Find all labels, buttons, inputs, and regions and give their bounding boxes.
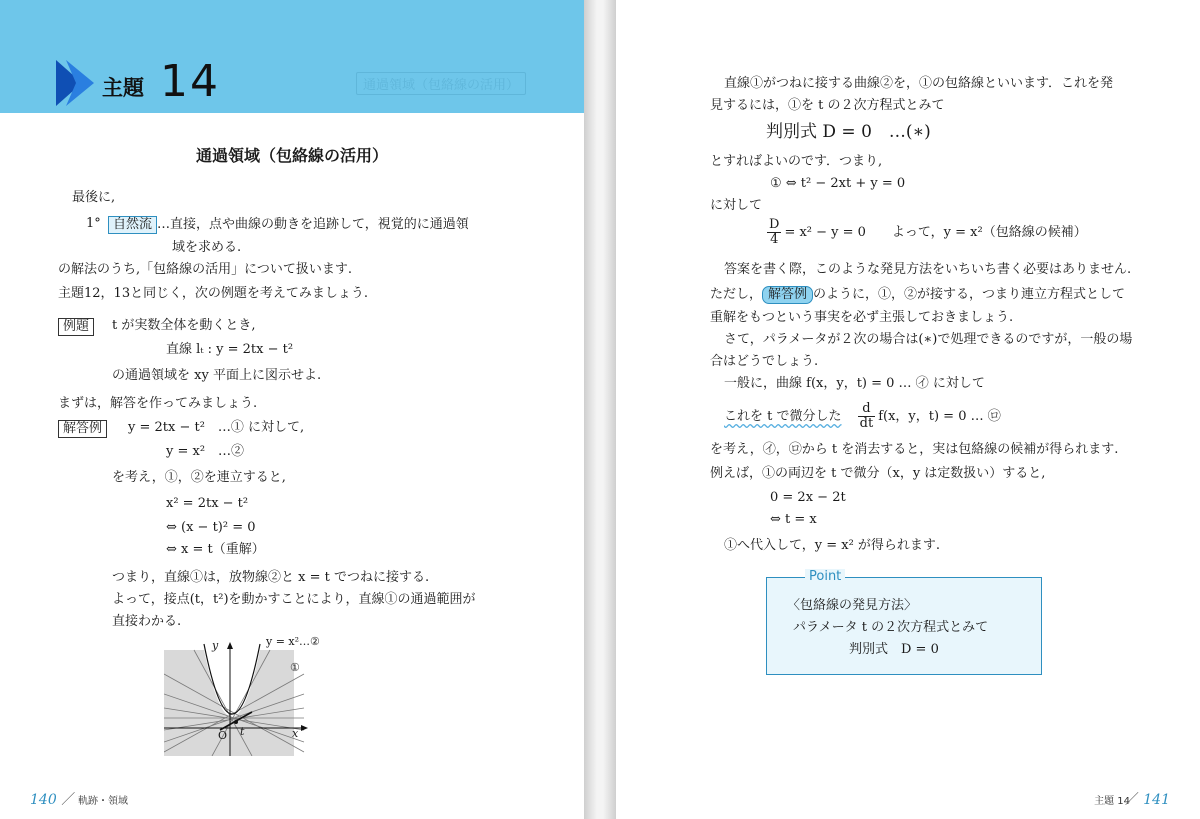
- discriminant-equation: 判別式 D = 0 …(∗): [766, 122, 931, 142]
- body-line: 答案を書く際，このような発見方法をいちいち書く必要はありません.: [724, 262, 1132, 277]
- method-tag: 自然流: [108, 216, 157, 234]
- solution-equation: ⇔ (x − t)² = 0: [166, 520, 256, 535]
- lead-line: まずは，解答を作ってみましょう.: [58, 396, 258, 411]
- equation: ① ⇔ t² − 2xt + y = 0: [770, 176, 906, 191]
- right-chapter-name: 主題 14: [1094, 796, 1130, 807]
- header-ghost-text: 通過領域（包絡線の活用）: [356, 72, 526, 95]
- solution-line: y = x² …②: [166, 444, 245, 459]
- intro-line: 最後に,: [72, 190, 116, 205]
- method-line: [108, 216, 469, 234]
- point-line: 判別式 D = 0: [849, 642, 939, 657]
- solution-example-tag: 解答例: [762, 286, 813, 304]
- solution-line: よって，接点(t，t²)を動かすことにより，直線①の通過範囲が: [112, 592, 476, 607]
- intro-line: の解法のうち,「包絡線の活用」について扱います.: [58, 262, 353, 277]
- example-line: 直線 lₜ : y = 2tx − t²: [166, 342, 294, 357]
- example-line: t が実数全体を動くとき,: [112, 318, 256, 333]
- point-line: 〈包絡線の発見方法〉: [787, 598, 918, 613]
- body-line: 一般に，曲線 f(x，y，t) = 0 … ㋑ に対して: [724, 376, 985, 391]
- topic-label: 主題: [102, 76, 144, 100]
- intro-line: 主題12，13と同じく，次の例題を考えてみましょう.: [58, 286, 368, 301]
- section-title: 通過領域（包絡線の活用）: [195, 146, 388, 165]
- solution-line: 直接わかる.: [112, 614, 182, 629]
- solution-line: を考え，①，②を連立すると,: [112, 470, 286, 485]
- graph-axis-x: x: [292, 727, 299, 740]
- right-page: [616, 0, 1200, 819]
- equation: ⇔ t = x: [770, 512, 817, 527]
- solution-equation: ⇔ x = t（重解）: [166, 542, 265, 557]
- graph-t-label: t: [240, 725, 245, 738]
- solution-equation: x² = 2tx − t²: [166, 496, 249, 511]
- play-arrow-icon: [56, 60, 96, 106]
- body-line: 直線①がつねに接する曲線②を，①の包絡線といいます．これを発: [724, 76, 1113, 91]
- example-line: の通過領域を xy 平面上に図示せよ.: [112, 368, 322, 383]
- graph-axis-y: y: [212, 639, 219, 652]
- body-line: さて，パラメータが２次の場合は(∗)で処理できるのですが，一般の場: [724, 332, 1133, 347]
- point-box: [766, 569, 1042, 675]
- point-line: パラメータ t の２次方程式とみて: [793, 620, 989, 635]
- solution-line: つまり，直線①は，放物線②と x = t でつねに接する.: [112, 570, 430, 585]
- left-page: [0, 0, 584, 819]
- right-page-number: ／ 141: [1124, 792, 1170, 808]
- body-line: 重解をもつという事実を必ず主張しておきましょう.: [710, 310, 1014, 325]
- fraction-equation: $\frac{D}{4}$ = x² − y = 0 よって，y = x²（包絡線の候補）: [769, 217, 1087, 247]
- body-line: に対して: [710, 198, 763, 213]
- method-text: …直接，点や曲線の動きを追跡して，視覚的に通過領: [157, 217, 469, 232]
- solution-tag: 解答例: [58, 420, 107, 438]
- graph-origin: O: [218, 729, 228, 742]
- method-text-cont: 域を求める.: [172, 240, 242, 255]
- graph-curve-label: y = x²…②: [266, 635, 320, 648]
- book-gutter: [584, 0, 616, 819]
- method-number: 1°: [86, 216, 101, 231]
- left-chapter-name: 軌跡・領域: [78, 796, 128, 807]
- point-title: Point: [805, 569, 845, 584]
- example-tag: 例題: [58, 318, 94, 336]
- body-line: 例えば，①の両辺を t で微分（x，y は定数扱い）すると,: [710, 466, 1046, 481]
- solution-line: y = 2tx − t² …① に対して,: [128, 420, 305, 435]
- body-line: とすればよいのです．つまり,: [710, 154, 883, 169]
- topic-number: 14: [160, 56, 220, 107]
- body-line: 見するには，①を t の２次方程式とみて: [710, 98, 945, 113]
- derivative-line: これを t で微分した $\frac{d}{dt}$ f(x，y，t) = 0 … ㋺: [724, 401, 1001, 431]
- body-line: を考え，㋑，㋺から t を消去すると，実は包絡線の候補が得られます.: [710, 442, 1119, 457]
- body-line: ただし， 解答例 のように，①，②が接する，つまり連立方程式として: [710, 287, 1126, 302]
- body-line: 合はどうでしょう.: [710, 354, 819, 369]
- body-line: ①へ代入して，y = x² が得られます.: [724, 538, 941, 553]
- equation: 0 = 2x − 2t: [770, 490, 846, 505]
- left-page-number: 140 ／: [30, 792, 76, 808]
- graph-line-label: ①: [290, 661, 300, 674]
